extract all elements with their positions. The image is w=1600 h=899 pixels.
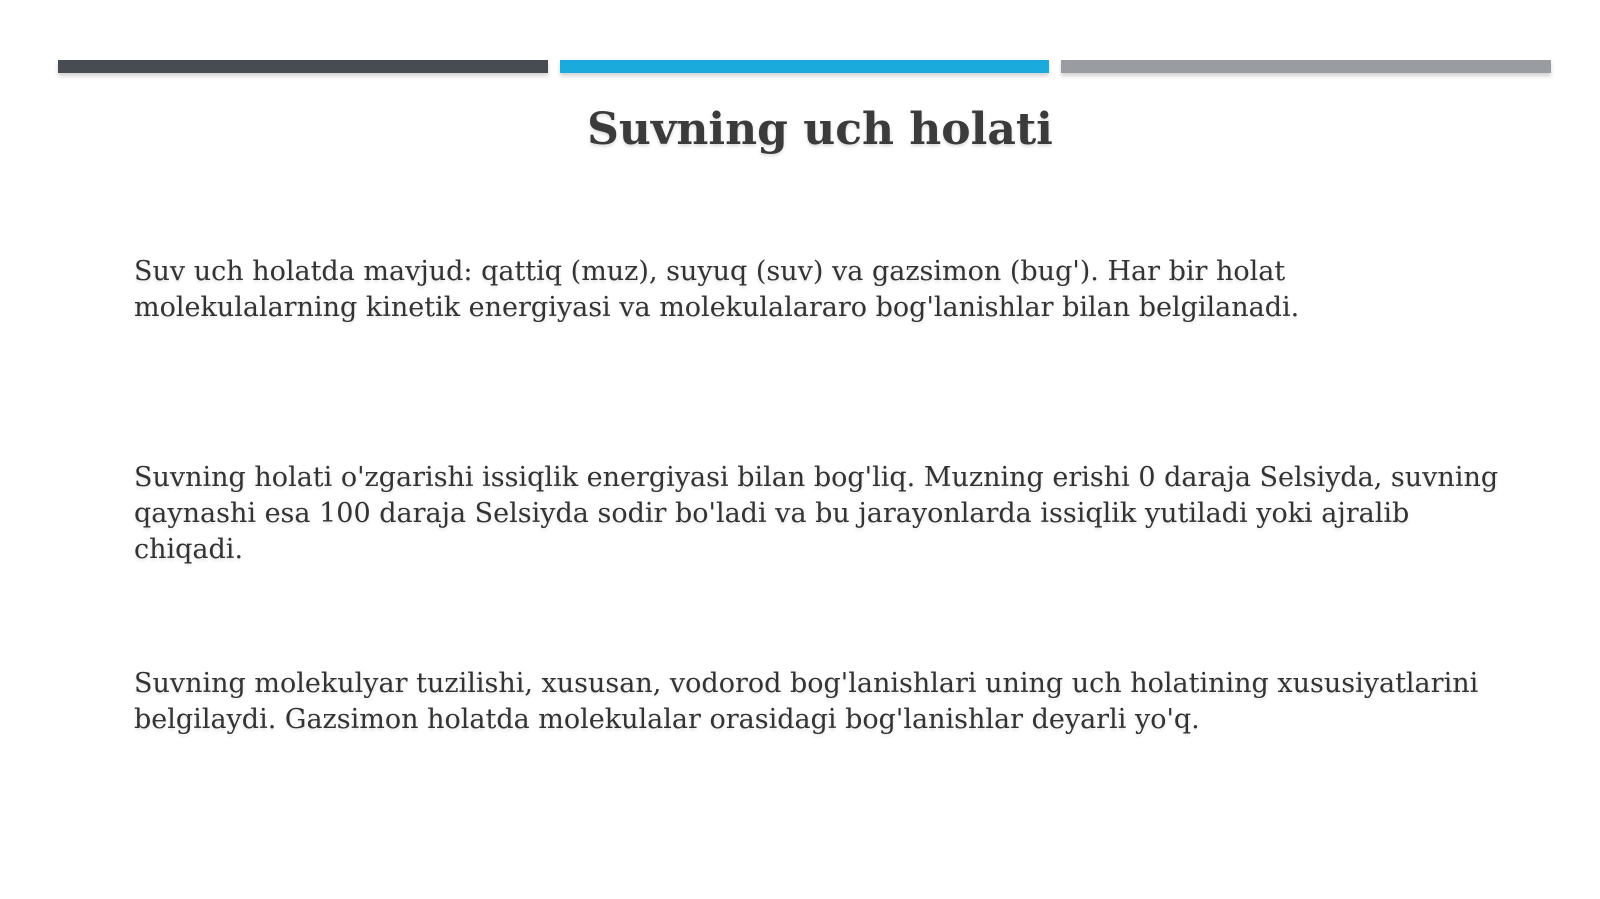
paragraph-phase-change: Suvning holati o'zgarishi issiqlik energiyasi bilan bog'liq. Muzning erishi 0 daraja Selsiyda, suvning qaynashi esa 100 daraja Selsiyda sodir bo'ladi va bu jarayonlarda issiqlik yutiladi yoki ajralib chiqadi. [134,462,1499,565]
paragraph-states: Suv uch holatda mavjud: qattiq (muz), suyuq (suv) va gazsimon (bug'). Har bir holat molekulalarning kinetik energiyasi va molekulalararo bog'lanishlar bilan belgilanadi. [134,256,1300,323]
paragraph-molecular-structure: Suvning molekulyar tuzilishi, xususan, vodorod bog'lanishlari uning uch holatining xususiyatlarini belgilaydi. Gazsimon holatda molekulalar orasidagi bog'lanishlar deyarli yo'q. [134,668,1479,735]
header-bar-gray [1061,60,1551,73]
slide-title: Suvning uch holati [587,104,1053,155]
header-bar-blue [560,60,1049,73]
header-bar-dark [58,60,548,73]
